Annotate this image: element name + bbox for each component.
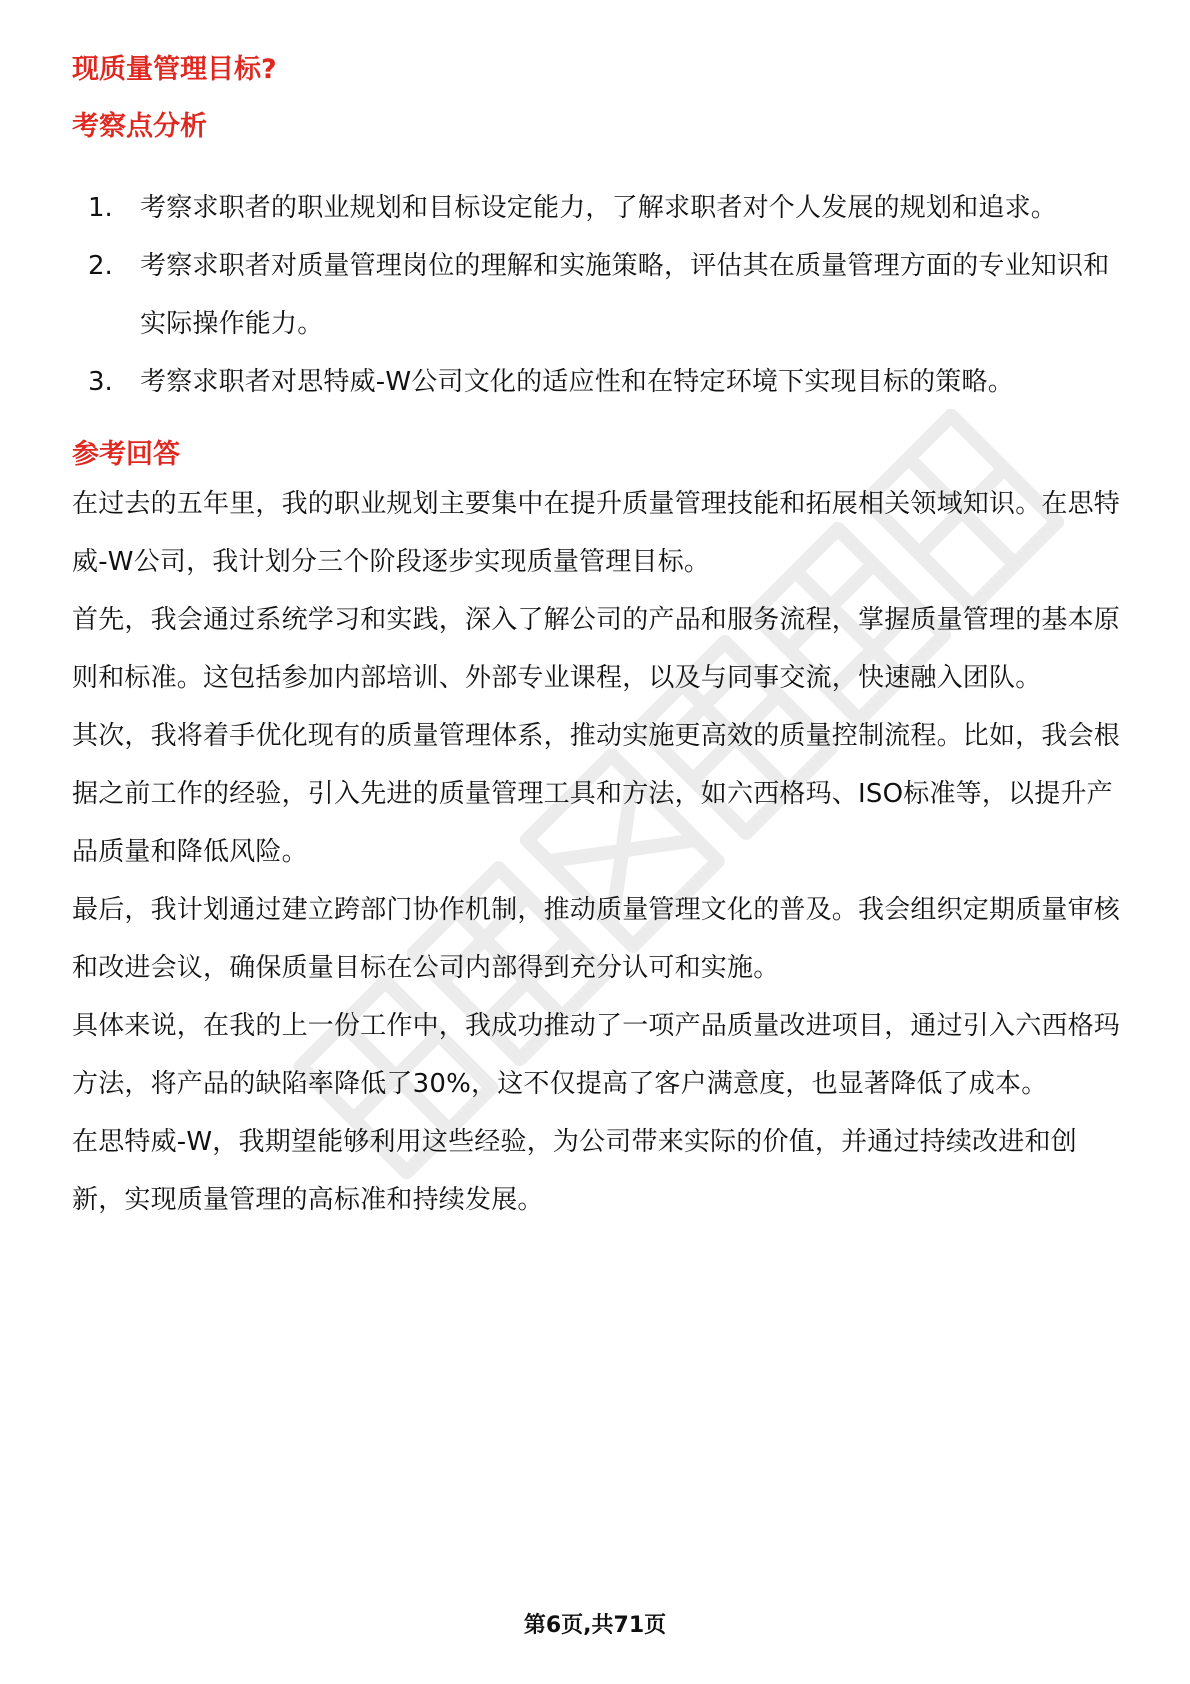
analysis-heading: 考察点分析 xyxy=(72,111,207,142)
analysis-point-text: 考察求职者对思特威-W公司文化的适应性和在特定环境下实现目标的策略。 xyxy=(140,367,1014,397)
question-heading: 现质量管理目标? xyxy=(72,54,277,85)
answer-paragraph: 具体来说，在我的上一份工作中，我成功推动了一项产品质量改进项目，通过引入六西格玛方法，将产品的缺陷率降低了30%，这不仅提高了客户满意度，也显著降低了成本。 xyxy=(72,1011,1121,1099)
analysis-point-text: 考察求职者对质量管理岗位的理解和实施策略，评估其在质量管理方面的专业知识和实际操作能力。 xyxy=(140,251,1110,339)
answer-paragraph: 在思特威-W，我期望能够利用这些经验，为公司带来实际的价值，并通过持续改进和创新，实现质量管理的高标准和持续发展。 xyxy=(72,1127,1077,1215)
analysis-point xyxy=(72,353,1122,411)
analysis-points-list xyxy=(72,179,1122,411)
analysis-point-number: 2. xyxy=(88,251,113,281)
analysis-point-number: 1. xyxy=(88,193,113,223)
analysis-point-number: 3. xyxy=(88,367,113,397)
page-footer: 第6页,共71页 xyxy=(523,1613,667,1638)
document-content xyxy=(72,44,1122,1229)
answer-paragraph: 在过去的五年里，我的职业规划主要集中在提升质量管理技能和拓展相关领域知识。在思特威-W公司，我计划分三个阶段逐步实现质量管理目标。 xyxy=(72,489,1121,577)
analysis-point xyxy=(72,237,1122,353)
analysis-point xyxy=(72,179,1122,237)
analysis-point-text: 考察求职者的职业规划和目标设定能力，了解求职者对个人发展的规划和追求。 xyxy=(140,193,1058,223)
answer-paragraph: 其次，我将着手优化现有的质量管理体系，推动实施更高效的质量控制流程。比如，我会根据之前工作的经验，引入先进的质量管理工具和方法，如六西格玛、ISO标准等，以提升产品质量和降低风险。 xyxy=(72,721,1121,867)
answer-paragraph: 最后，我计划通过建立跨部门协作机制，推动质量管理文化的普及。我会组织定期质量审核和改进会议，确保质量目标在公司内部得到充分认可和实施。 xyxy=(72,895,1121,983)
answer-heading: 参考回答 xyxy=(72,439,180,470)
answer-paragraph: 首先，我会通过系统学习和实践，深入了解公司的产品和服务流程，掌握质量管理的基本原则和标准。这包括参加内部培训、外部专业课程，以及与同事交流，快速融入团队。 xyxy=(72,605,1121,693)
